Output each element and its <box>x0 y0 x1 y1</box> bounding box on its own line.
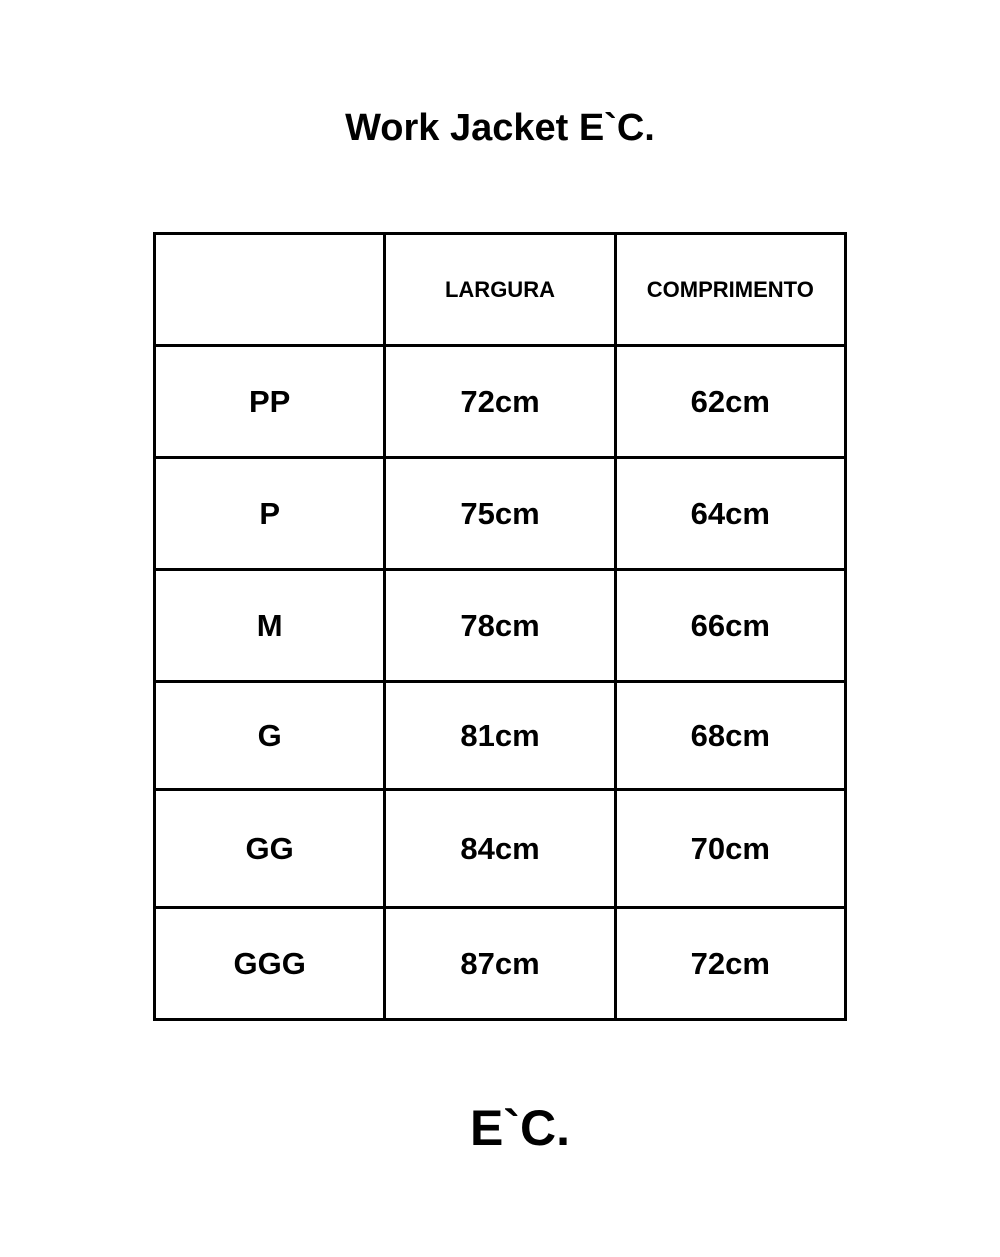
comprimento-cell: 72cm <box>615 908 845 1020</box>
largura-cell: 81cm <box>385 682 615 790</box>
table-row <box>155 458 846 570</box>
table-row <box>155 908 846 1020</box>
largura-cell: 78cm <box>385 570 615 682</box>
page-title: Work Jacket E`C. <box>345 107 655 149</box>
largura-cell: 75cm <box>385 458 615 570</box>
largura-cell: 84cm <box>385 790 615 908</box>
comprimento-cell: 68cm <box>615 682 845 790</box>
comprimento-cell: 70cm <box>615 790 845 908</box>
table-row <box>155 346 846 458</box>
table-row <box>155 682 846 790</box>
comprimento-cell: 62cm <box>615 346 845 458</box>
header-largura-cell: LARGURA <box>385 234 615 346</box>
largura-cell: 87cm <box>385 908 615 1020</box>
table-header-row <box>155 234 846 346</box>
table-row <box>155 570 846 682</box>
comprimento-cell: 64cm <box>615 458 845 570</box>
header-size-cell <box>155 234 385 346</box>
brand-logo: E`C. <box>470 1100 570 1156</box>
size-chart-table <box>153 232 847 1021</box>
size-cell: M <box>155 570 385 682</box>
table-row <box>155 790 846 908</box>
size-cell: PP <box>155 346 385 458</box>
size-cell: GG <box>155 790 385 908</box>
size-cell: G <box>155 682 385 790</box>
size-cell: P <box>155 458 385 570</box>
comprimento-cell: 66cm <box>615 570 845 682</box>
header-comprimento-cell: COMPRIMENTO <box>615 234 845 346</box>
largura-cell: 72cm <box>385 346 615 458</box>
size-cell: GGG <box>155 908 385 1020</box>
